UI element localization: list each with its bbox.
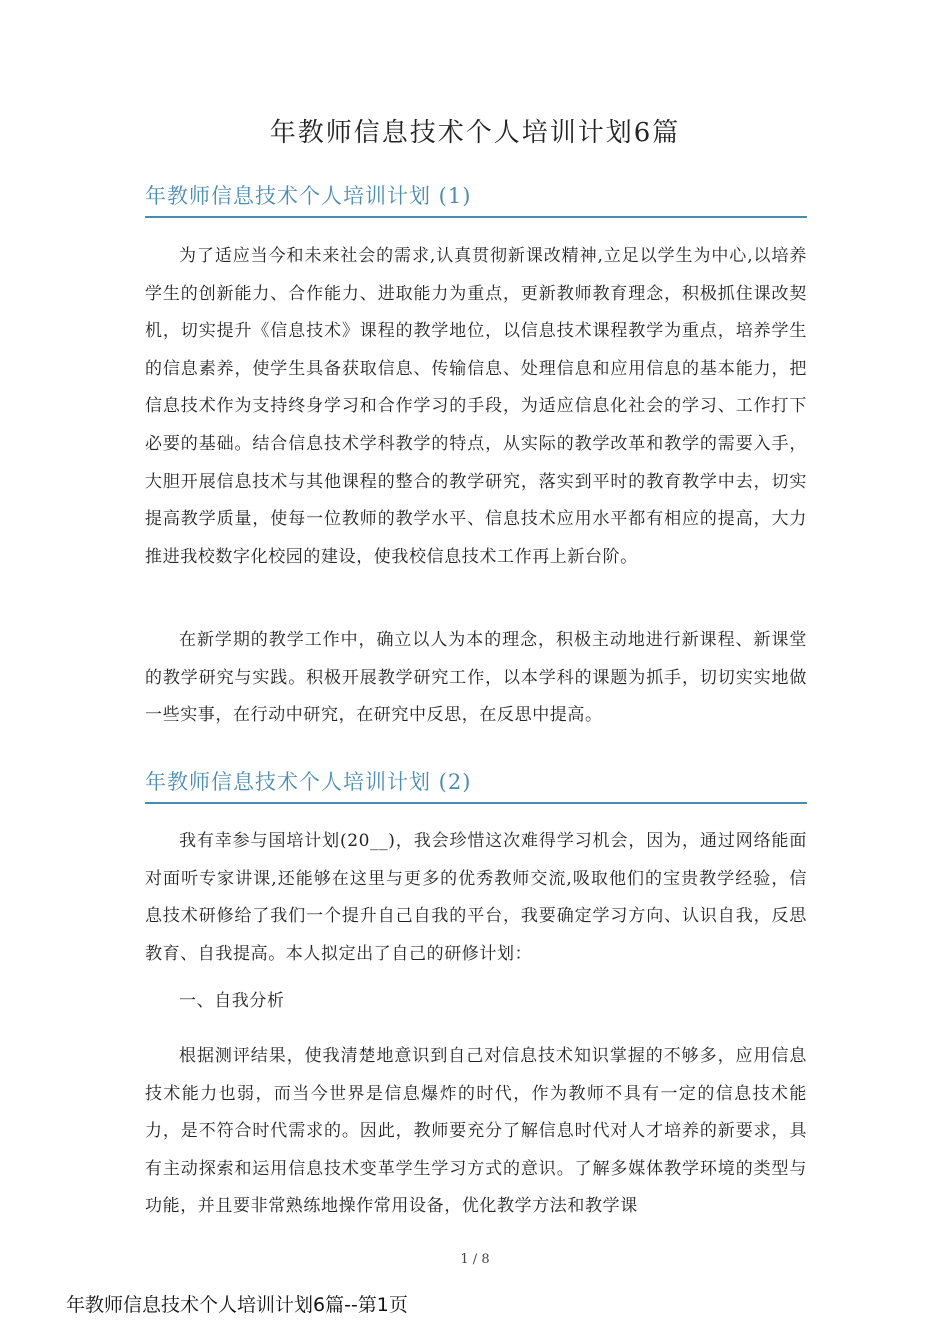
section-2-paragraph-2: 根据测评结果，使我清楚地意识到自己对信息技术知识掌握的不够多，应用信息技术能力也弱，而当今世界是信息爆炸的时代，作为教师不具有一定的信息技术能力，是不符合时代需求的。因此，教师要充分了解信息时代对人才培养的新要求，具有主动探索和运用信息技术变革学生学习方式的意识。了解多媒体教学环境的类型与功能，并且要非常熟练地操作常用设备，优化教学方法和教学课: [145, 1046, 807, 1217]
section-1-paragraph-2: 在新学期的教学工作中，确立以人为本的理念，积极主动地进行新课程、新课堂的教学研究与实践。积极开展教学研究工作，以本学科的课题为抓手，切切实实地做一些实事，在行动中研究，在研究中反思，在反思中提高。: [145, 630, 807, 726]
section-2-paragraph-1: 我有幸参与国培计划(20__)，我会珍惜这次难得学习机会，因为，通过网络能面对面听专家讲课,还能够在这里与更多的优秀教师交流,吸取他们的宝贵教学经验，信息技术研修给了我们一个提升自己自我的平台，我要确定学习方向、认识自我，反思教育、自我提高。本人拟定出了自己的研修计划：: [145, 831, 807, 964]
section-1-paragraph-1: 为了适应当今和未来社会的需求,认真贯彻新课改精神,立足以学生为中心,以培养学生的创新能力、合作能力、进取能力为重点，更新教师教育理念，积极抓住课改契机，切实提升《信息技术》课程的教学地位，以信息技术课程教学为重点，培养学生的信息素养，使学生具备获取信息、传输信息、处理信息和应用信息的基本能力，把信息技术作为支持终身学习和合作学习的手段，为适应信息化社会的学习、工作打下必要的基础。结合信息技术学科教学的特点，从实际的教学改革和教学的需要入手，大胆开展信息技术与其他课程的整合的教学研究，落实到平时的教育教学中去，切实提高教学质量，使每一位教师的教学水平、信息技术应用水平都有相应的提高，大力推进我校数字化校园的建设，使我校信息技术工作再上新台阶。: [145, 246, 807, 567]
section-heading-1: 年教师信息技术个人培训计划 (1): [145, 180, 807, 218]
page-number: 1 / 8: [460, 1252, 490, 1267]
footer-caption: 年教师信息技术个人培训计划6篇--第1页: [66, 1294, 408, 1316]
section-2-subheading: 一、自我分析: [179, 991, 285, 1011]
section-heading-2: 年教师信息技术个人培训计划 (2): [145, 766, 807, 804]
page-title: 年教师信息技术个人培训计划6篇: [269, 118, 681, 148]
